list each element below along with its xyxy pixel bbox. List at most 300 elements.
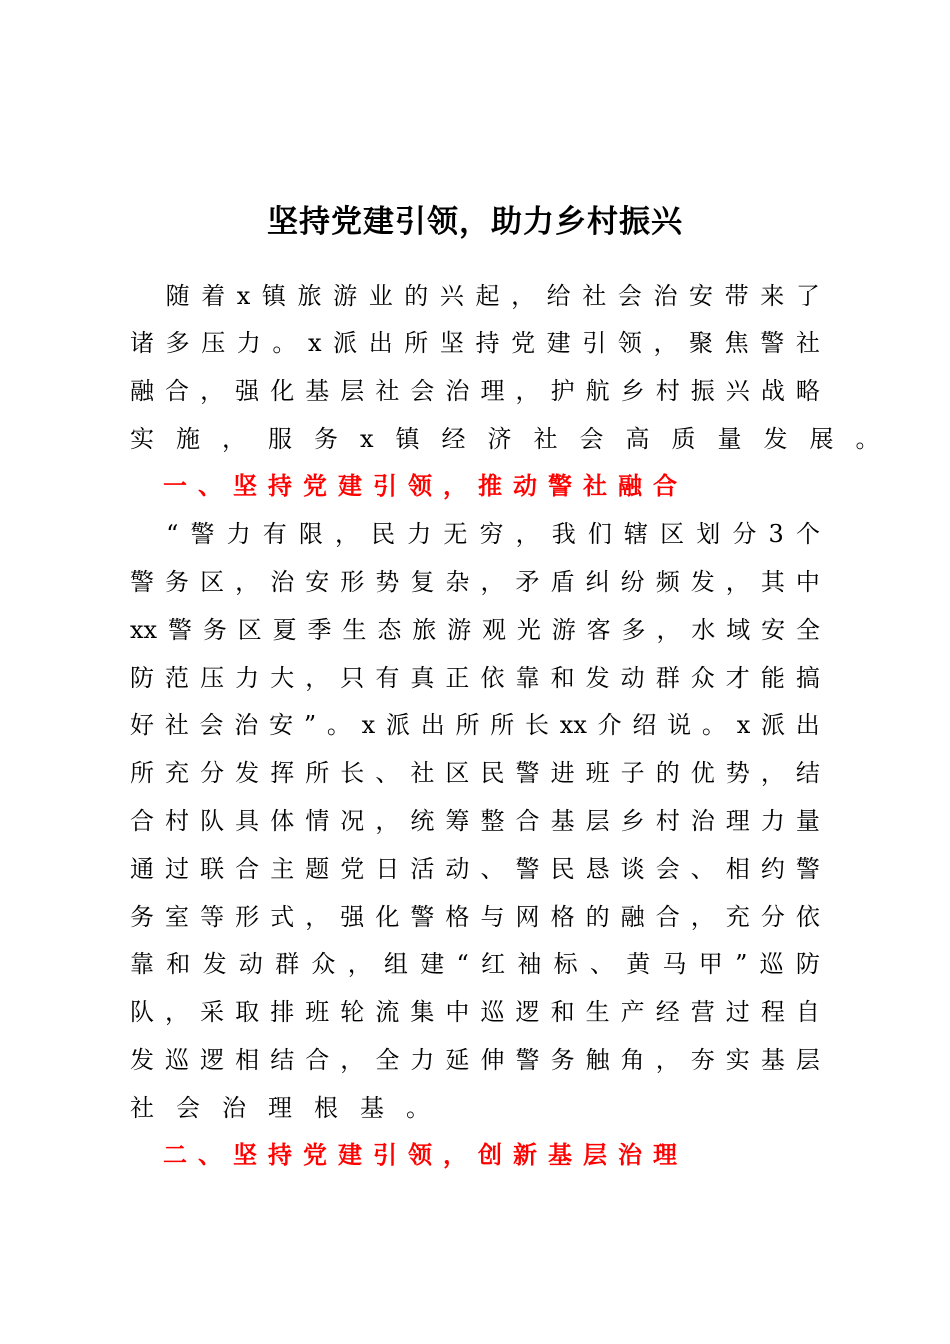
text-glyph: 会 bbox=[410, 377, 435, 405]
text-glyph: 日 bbox=[375, 855, 400, 883]
body-line bbox=[130, 1040, 820, 1080]
text-glyph: 党 bbox=[340, 855, 365, 883]
text-glyph: 统 bbox=[410, 807, 435, 835]
text-glyph: 约 bbox=[760, 855, 785, 883]
text-glyph: ， bbox=[165, 998, 190, 1026]
text-glyph: 化 bbox=[270, 377, 295, 405]
body-line bbox=[130, 944, 820, 984]
text-glyph: 式 bbox=[270, 903, 295, 931]
text-glyph: 势 bbox=[725, 759, 750, 787]
text-glyph: 具 bbox=[235, 807, 260, 835]
text-glyph: 警 bbox=[167, 616, 192, 644]
text-glyph: 采 bbox=[200, 998, 225, 1026]
text-glyph: 警 bbox=[760, 329, 785, 357]
text-glyph: 民 bbox=[550, 855, 575, 883]
text-glyph: 态 bbox=[377, 616, 402, 644]
text-glyph: 引 bbox=[582, 329, 607, 357]
text-glyph: 警 bbox=[795, 855, 820, 883]
text-glyph: 务 bbox=[130, 903, 154, 931]
text-glyph: 基 bbox=[550, 807, 575, 835]
text-glyph: 格 bbox=[445, 903, 470, 931]
body-line bbox=[130, 323, 820, 363]
text-glyph: 集 bbox=[410, 998, 435, 1026]
text-glyph: 其 bbox=[760, 568, 785, 596]
text-glyph: 所 bbox=[490, 711, 515, 739]
text-glyph: 派 bbox=[333, 329, 358, 357]
text-glyph: 活 bbox=[410, 855, 435, 883]
text-glyph: 区 bbox=[237, 616, 262, 644]
text-glyph: 长 bbox=[525, 711, 550, 739]
text-glyph: 。 bbox=[272, 329, 297, 357]
text-glyph: 多 bbox=[621, 616, 646, 644]
text-glyph: 警 bbox=[410, 903, 435, 931]
body-line bbox=[130, 1088, 820, 1128]
text-glyph: 会 bbox=[617, 282, 642, 310]
text-glyph: 群 bbox=[275, 950, 300, 978]
text-glyph: 会 bbox=[199, 711, 224, 739]
text-glyph: 实 bbox=[725, 1046, 750, 1074]
text-glyph: 分 bbox=[200, 759, 225, 787]
text-glyph: 延 bbox=[445, 1046, 470, 1074]
text-glyph: ” bbox=[735, 950, 748, 978]
text-glyph: 中 bbox=[445, 998, 470, 1026]
text-glyph: 层 bbox=[795, 1046, 820, 1074]
text-glyph: 与 bbox=[480, 903, 505, 931]
text-glyph: 安 bbox=[761, 616, 786, 644]
text-glyph: 所 bbox=[404, 329, 429, 357]
text-glyph: 了 bbox=[795, 282, 820, 310]
text-glyph: 焦 bbox=[724, 329, 749, 357]
text-glyph: 我 bbox=[551, 520, 576, 548]
text-glyph: ， bbox=[655, 1046, 680, 1074]
text-glyph: 挥 bbox=[270, 759, 295, 787]
text-glyph: 队 bbox=[200, 807, 225, 835]
text-glyph: 只 bbox=[340, 664, 365, 692]
text-glyph: 镇 bbox=[261, 282, 286, 310]
text-glyph: x bbox=[236, 282, 251, 310]
body-line bbox=[130, 371, 820, 411]
text-glyph: 领 bbox=[617, 329, 642, 357]
text-glyph: 黄 bbox=[626, 950, 651, 978]
text-glyph: 纠 bbox=[585, 568, 610, 596]
text-glyph: 况 bbox=[340, 807, 365, 835]
text-glyph: 、 bbox=[375, 759, 400, 787]
text-glyph: 村 bbox=[655, 807, 680, 835]
text-glyph: 经 bbox=[655, 998, 680, 1026]
text-glyph: ， bbox=[235, 568, 260, 596]
text-glyph: 过 bbox=[165, 855, 190, 883]
text-glyph: 形 bbox=[340, 568, 365, 596]
text-glyph: 产 bbox=[620, 998, 645, 1026]
text-glyph: 压 bbox=[201, 329, 226, 357]
text-glyph: 充 bbox=[165, 759, 190, 787]
text-glyph: ， bbox=[725, 568, 750, 596]
body-line bbox=[130, 753, 820, 793]
body-line bbox=[130, 801, 820, 841]
text-glyph: 众 bbox=[690, 664, 715, 692]
text-glyph: 警 bbox=[190, 520, 215, 548]
text-glyph: 治 bbox=[445, 377, 470, 405]
text-glyph: 社 bbox=[130, 1094, 154, 1122]
text-glyph: 动 bbox=[445, 855, 470, 883]
section-heading-2: 二、坚持党建引领，创新基层治理 bbox=[163, 1140, 688, 1169]
text-glyph: 基 bbox=[360, 1094, 384, 1122]
text-glyph: 层 bbox=[340, 377, 365, 405]
text-glyph: ， bbox=[200, 377, 225, 405]
text-glyph: 依 bbox=[795, 903, 820, 931]
text-glyph: 带 bbox=[724, 282, 749, 310]
body-line bbox=[130, 658, 820, 698]
body-line bbox=[130, 419, 880, 459]
text-glyph: 域 bbox=[726, 616, 751, 644]
text-glyph: 恳 bbox=[585, 855, 610, 883]
text-glyph: x bbox=[307, 329, 322, 357]
text-glyph: 所 bbox=[130, 759, 154, 787]
text-glyph: 持 bbox=[475, 329, 500, 357]
text-glyph: 无 bbox=[443, 520, 468, 548]
text-glyph: 。 bbox=[855, 425, 880, 453]
text-glyph: 治 bbox=[653, 282, 678, 310]
body-line bbox=[130, 705, 820, 745]
text-glyph: 社 bbox=[164, 711, 189, 739]
text-glyph: 网 bbox=[515, 903, 540, 931]
text-glyph: 发 bbox=[690, 568, 715, 596]
text-glyph: 理 bbox=[725, 807, 750, 835]
text-glyph: 绍 bbox=[632, 711, 657, 739]
text-glyph: 联 bbox=[200, 855, 225, 883]
text-glyph: ， bbox=[305, 664, 330, 692]
text-glyph: 。 bbox=[406, 1094, 430, 1122]
text-glyph: 室 bbox=[165, 903, 190, 931]
text-glyph: 、 bbox=[589, 950, 614, 978]
text-glyph: 区 bbox=[445, 759, 470, 787]
text-glyph: 情 bbox=[305, 807, 330, 835]
text-glyph: 合 bbox=[655, 903, 680, 931]
text-glyph: 标 bbox=[553, 950, 578, 978]
text-glyph: 组 bbox=[383, 950, 408, 978]
text-glyph: 介 bbox=[597, 711, 622, 739]
text-glyph: 矛 bbox=[515, 568, 540, 596]
text-glyph: 依 bbox=[480, 664, 505, 692]
text-glyph: 结 bbox=[270, 1046, 295, 1074]
text-glyph: 根 bbox=[314, 1094, 338, 1122]
text-glyph: 红 bbox=[481, 950, 506, 978]
body-line bbox=[130, 849, 820, 889]
text-glyph: 班 bbox=[585, 759, 610, 787]
body-line bbox=[130, 562, 820, 602]
text-glyph: 务 bbox=[165, 568, 190, 596]
text-glyph: 中 bbox=[795, 568, 820, 596]
text-glyph: 随 bbox=[165, 282, 190, 310]
text-glyph: 巡 bbox=[480, 998, 505, 1026]
text-glyph: 盾 bbox=[550, 568, 575, 596]
text-glyph: 轮 bbox=[340, 998, 365, 1026]
text-glyph: 社 bbox=[375, 377, 400, 405]
text-glyph: 发 bbox=[202, 950, 227, 978]
text-glyph: 建 bbox=[420, 950, 445, 978]
text-glyph: 限 bbox=[298, 520, 323, 548]
text-glyph: 压 bbox=[200, 664, 225, 692]
text-glyph: 夏 bbox=[272, 616, 297, 644]
text-glyph bbox=[130, 276, 154, 316]
text-glyph: 结 bbox=[795, 759, 820, 787]
text-glyph: 力 bbox=[410, 1046, 435, 1074]
text-glyph: 防 bbox=[130, 664, 154, 692]
text-glyph: 游 bbox=[333, 282, 358, 310]
text-glyph: 社 bbox=[582, 282, 607, 310]
text-glyph: 防 bbox=[795, 950, 820, 978]
text-glyph: 筹 bbox=[445, 807, 470, 835]
text-glyph: ， bbox=[222, 425, 246, 453]
text-glyph: 才 bbox=[725, 664, 750, 692]
text-glyph: xx bbox=[130, 616, 158, 644]
body-line bbox=[130, 276, 820, 316]
text-glyph: 正 bbox=[445, 664, 470, 692]
text-glyph: 说 bbox=[667, 711, 692, 739]
text-glyph: 角 bbox=[620, 1046, 645, 1074]
text-glyph: 旅 bbox=[297, 282, 322, 310]
text-glyph: 队 bbox=[130, 998, 154, 1026]
text-glyph: ， bbox=[305, 903, 330, 931]
text-glyph: 和 bbox=[550, 998, 575, 1026]
text-glyph: 等 bbox=[200, 903, 225, 931]
text-glyph: 穷 bbox=[479, 520, 504, 548]
text-glyph: 务 bbox=[202, 616, 227, 644]
text-glyph: ， bbox=[335, 520, 360, 548]
text-glyph: 复 bbox=[410, 568, 435, 596]
text-glyph: 有 bbox=[375, 664, 400, 692]
text-glyph: 安 bbox=[689, 282, 714, 310]
text-glyph: 护 bbox=[550, 377, 575, 405]
text-glyph: 势 bbox=[375, 568, 400, 596]
text-glyph: 村 bbox=[655, 377, 680, 405]
text-glyph: ， bbox=[340, 1046, 365, 1074]
text-glyph: 展 bbox=[809, 425, 834, 453]
text-glyph: 战 bbox=[760, 377, 785, 405]
text-glyph: 起 bbox=[475, 282, 500, 310]
text-glyph: 经 bbox=[441, 425, 466, 453]
text-glyph: ， bbox=[760, 759, 785, 787]
text-glyph: 力 bbox=[236, 329, 261, 357]
text-glyph: 着 bbox=[201, 282, 226, 310]
text-glyph: 光 bbox=[516, 616, 541, 644]
text-glyph: 排 bbox=[270, 998, 295, 1026]
text-glyph: 融 bbox=[130, 377, 154, 405]
text-glyph: 、 bbox=[690, 855, 715, 883]
text-glyph: 优 bbox=[690, 759, 715, 787]
text-glyph: 质 bbox=[671, 425, 696, 453]
text-glyph: 理 bbox=[268, 1094, 292, 1122]
text-glyph: 融 bbox=[620, 903, 645, 931]
text-glyph: 。 bbox=[326, 711, 351, 739]
text-glyph: 来 bbox=[760, 282, 785, 310]
text-glyph: 安 bbox=[269, 711, 294, 739]
text-glyph: 题 bbox=[305, 855, 330, 883]
text-glyph: 。 bbox=[701, 711, 726, 739]
text-glyph: 谈 bbox=[620, 855, 645, 883]
text-glyph: 搞 bbox=[795, 664, 820, 692]
text-glyph: 水 bbox=[691, 616, 716, 644]
text-glyph: 业 bbox=[368, 282, 393, 310]
text-glyph: 力 bbox=[760, 807, 785, 835]
text-glyph: 充 bbox=[725, 903, 750, 931]
text-glyph: 会 bbox=[579, 425, 604, 453]
text-glyph: 生 bbox=[585, 998, 610, 1026]
text-glyph: 基 bbox=[305, 377, 330, 405]
text-glyph: 纷 bbox=[620, 568, 645, 596]
text-glyph: 出 bbox=[420, 711, 445, 739]
text-glyph: 马 bbox=[662, 950, 687, 978]
text-glyph: 游 bbox=[551, 616, 576, 644]
text-glyph: 发 bbox=[585, 664, 610, 692]
text-glyph: 镇 bbox=[395, 425, 420, 453]
body-line bbox=[130, 992, 820, 1032]
text-glyph: 触 bbox=[585, 1046, 610, 1074]
text-glyph: 强 bbox=[340, 903, 365, 931]
text-glyph: 的 bbox=[404, 282, 429, 310]
text-glyph: 的 bbox=[585, 903, 610, 931]
text-glyph: 逻 bbox=[515, 998, 540, 1026]
text-glyph: 大 bbox=[270, 664, 295, 692]
text-glyph: ， bbox=[347, 950, 372, 978]
text-glyph: 真 bbox=[410, 664, 435, 692]
text-glyph: ， bbox=[690, 903, 715, 931]
text-glyph: 自 bbox=[795, 998, 820, 1026]
section-heading-1: 一、坚持党建引领，推动警社融合 bbox=[163, 471, 688, 500]
text-glyph: 动 bbox=[620, 664, 645, 692]
text-glyph: 相 bbox=[235, 1046, 260, 1074]
text-glyph: 派 bbox=[385, 711, 410, 739]
text-glyph: 民 bbox=[480, 759, 505, 787]
text-glyph: 高 bbox=[625, 425, 650, 453]
text-glyph: 治 bbox=[234, 711, 259, 739]
text-glyph: 社 bbox=[533, 425, 558, 453]
text-glyph: 子 bbox=[620, 759, 645, 787]
text-glyph: 给 bbox=[546, 282, 571, 310]
text-glyph: 社 bbox=[795, 329, 820, 357]
text-glyph: 村 bbox=[165, 807, 190, 835]
text-glyph: 派 bbox=[761, 711, 785, 739]
text-glyph: 合 bbox=[165, 377, 190, 405]
text-glyph: 服 bbox=[268, 425, 292, 453]
text-glyph: 、 bbox=[480, 855, 505, 883]
text-glyph: 合 bbox=[130, 807, 154, 835]
text-glyph: 力 bbox=[226, 520, 251, 548]
text-glyph: 务 bbox=[314, 425, 338, 453]
text-glyph: 过 bbox=[725, 998, 750, 1026]
text-glyph: 会 bbox=[176, 1094, 200, 1122]
document-title: 坚持党建引领，助力乡村振兴 bbox=[267, 204, 683, 240]
text-glyph: 所 bbox=[455, 711, 480, 739]
text-glyph: 全 bbox=[375, 1046, 400, 1074]
text-glyph: 范 bbox=[165, 664, 190, 692]
text-glyph: 好 bbox=[130, 711, 154, 739]
text-glyph: 力 bbox=[407, 520, 432, 548]
text-glyph bbox=[130, 514, 154, 554]
text-glyph: 和 bbox=[550, 664, 575, 692]
text-glyph: 治 bbox=[270, 568, 295, 596]
text-glyph: 合 bbox=[515, 807, 540, 835]
text-glyph: 通 bbox=[130, 855, 154, 883]
text-glyph: 进 bbox=[550, 759, 575, 787]
text-glyph: 力 bbox=[235, 664, 260, 692]
text-glyph: 旅 bbox=[412, 616, 437, 644]
text-glyph: 程 bbox=[760, 998, 785, 1026]
text-glyph: 兴 bbox=[439, 282, 464, 310]
text-glyph: 所 bbox=[305, 759, 330, 787]
text-glyph: “ bbox=[456, 950, 469, 978]
text-glyph: 巡 bbox=[165, 1046, 190, 1074]
text-glyph: 3 bbox=[768, 520, 784, 548]
text-glyph: 动 bbox=[238, 950, 263, 978]
text-glyph: 警 bbox=[515, 855, 540, 883]
text-glyph: ， bbox=[656, 616, 681, 644]
text-glyph: 社 bbox=[410, 759, 435, 787]
text-glyph: ， bbox=[480, 568, 505, 596]
text-glyph: 出 bbox=[795, 711, 820, 739]
text-glyph: 个 bbox=[795, 520, 820, 548]
text-glyph: 划 bbox=[696, 520, 721, 548]
text-glyph: 警 bbox=[130, 568, 154, 596]
text-glyph: 民 bbox=[371, 520, 396, 548]
text-glyph: 能 bbox=[760, 664, 785, 692]
text-glyph: 众 bbox=[311, 950, 336, 978]
text-glyph: 强 bbox=[235, 377, 260, 405]
text-glyph: 出 bbox=[368, 329, 393, 357]
text-glyph: 季 bbox=[307, 616, 332, 644]
text-glyph: 量 bbox=[717, 425, 742, 453]
text-glyph: 整 bbox=[480, 807, 505, 835]
text-glyph: 长 bbox=[340, 759, 365, 787]
text-glyph: 乡 bbox=[620, 807, 645, 835]
text-glyph: 施 bbox=[176, 425, 200, 453]
text-glyph: ” bbox=[303, 711, 317, 739]
text-glyph: 相 bbox=[725, 855, 750, 883]
text-glyph: 逻 bbox=[200, 1046, 225, 1074]
text-glyph: 发 bbox=[235, 759, 260, 787]
text-glyph: 区 bbox=[660, 520, 685, 548]
text-glyph: 合 bbox=[235, 855, 260, 883]
text-glyph: 伸 bbox=[480, 1046, 505, 1074]
text-glyph: 班 bbox=[305, 998, 330, 1026]
text-glyph: 的 bbox=[655, 759, 680, 787]
text-glyph: 量 bbox=[795, 807, 820, 835]
text-glyph: 形 bbox=[235, 903, 260, 931]
text-glyph: 建 bbox=[546, 329, 571, 357]
text-glyph: 格 bbox=[550, 903, 575, 931]
body-line bbox=[130, 610, 820, 650]
text-glyph: 夯 bbox=[690, 1046, 715, 1074]
text-glyph: 主 bbox=[270, 855, 295, 883]
text-glyph: 济 bbox=[487, 425, 512, 453]
text-glyph: 们 bbox=[587, 520, 612, 548]
text-glyph: 观 bbox=[481, 616, 506, 644]
text-glyph: 治 bbox=[690, 807, 715, 835]
text-glyph: 层 bbox=[585, 807, 610, 835]
text-glyph: 安 bbox=[305, 568, 330, 596]
text-glyph: 杂 bbox=[445, 568, 470, 596]
text-glyph: 分 bbox=[760, 903, 785, 931]
text-glyph: x bbox=[736, 711, 751, 739]
text-glyph: x bbox=[361, 711, 376, 739]
text-glyph: 袖 bbox=[517, 950, 542, 978]
text-glyph: 坚 bbox=[439, 329, 464, 357]
text-glyph: ， bbox=[511, 282, 536, 310]
text-glyph: 发 bbox=[130, 1046, 154, 1074]
text-glyph: 党 bbox=[511, 329, 536, 357]
text-glyph: 游 bbox=[447, 616, 472, 644]
text-glyph: 生 bbox=[342, 616, 367, 644]
